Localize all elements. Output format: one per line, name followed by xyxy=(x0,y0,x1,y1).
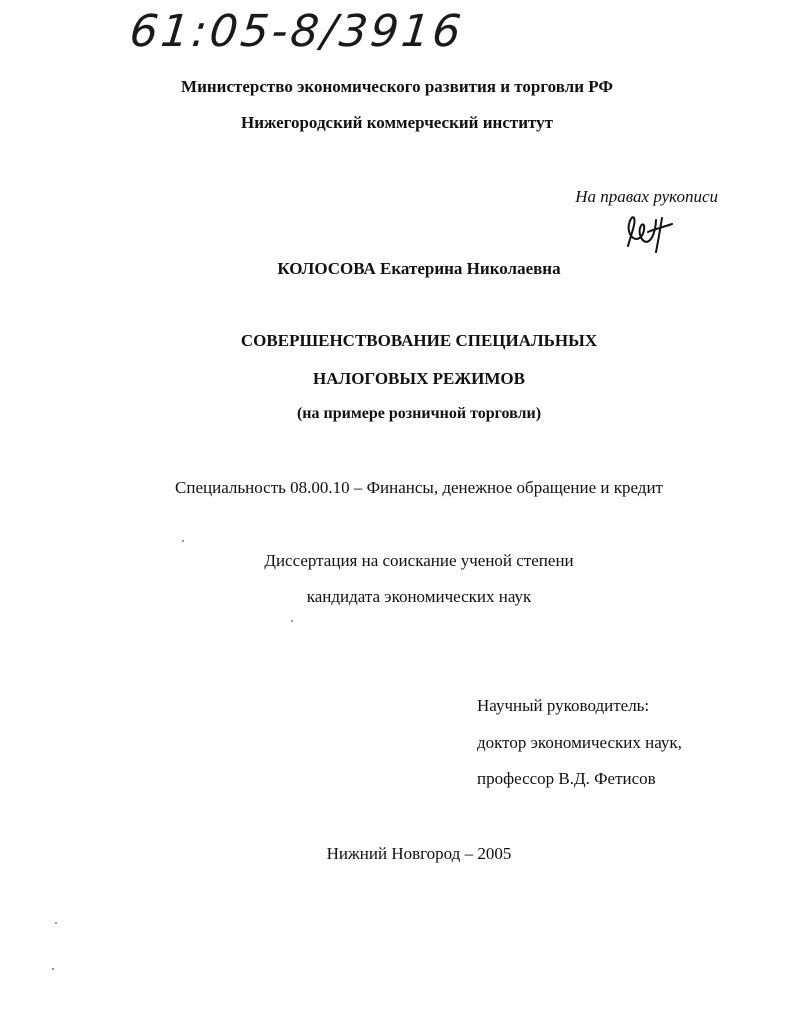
city-year: Нижний Новгород – 2005 xyxy=(326,844,512,863)
author-name: КОЛОСОВА Екатерина Николаевна xyxy=(277,259,561,278)
institute-name: Нижегородский коммерческий институт xyxy=(241,113,553,132)
archive-code: 61:05-8/3916 xyxy=(127,6,467,57)
dissertation-line-1: Диссертация на соискание ученой степени xyxy=(264,551,574,570)
title-line-1: СОВЕРШЕНСТВОВАНИЕ СПЕЦИАЛЬНЫХ xyxy=(240,331,598,350)
specialty: Специальность 08.00.10 – Финансы, денежное обращение и кредит xyxy=(175,478,663,497)
scan-speck xyxy=(291,620,293,622)
scan-speck xyxy=(52,968,54,970)
supervisor-name: профессор В.Д. Фетисов xyxy=(477,769,656,788)
signature-icon xyxy=(622,212,678,254)
ministry-name: Министерство экономического развития и торговли РФ xyxy=(181,77,613,96)
title-line-2: НАЛОГОВЫХ РЕЖИМОВ xyxy=(313,369,525,388)
supervisor-label: Научный руководитель: xyxy=(477,696,650,715)
dissertation-line-2: кандидата экономических наук xyxy=(306,587,532,606)
scan-speck xyxy=(55,922,57,924)
scan-speck xyxy=(182,540,184,542)
subtitle: (на примере розничной торговли) xyxy=(296,405,542,422)
supervisor-degree: доктор экономических наук, xyxy=(477,733,682,752)
manuscript-note: На правах рукописи xyxy=(575,187,718,206)
